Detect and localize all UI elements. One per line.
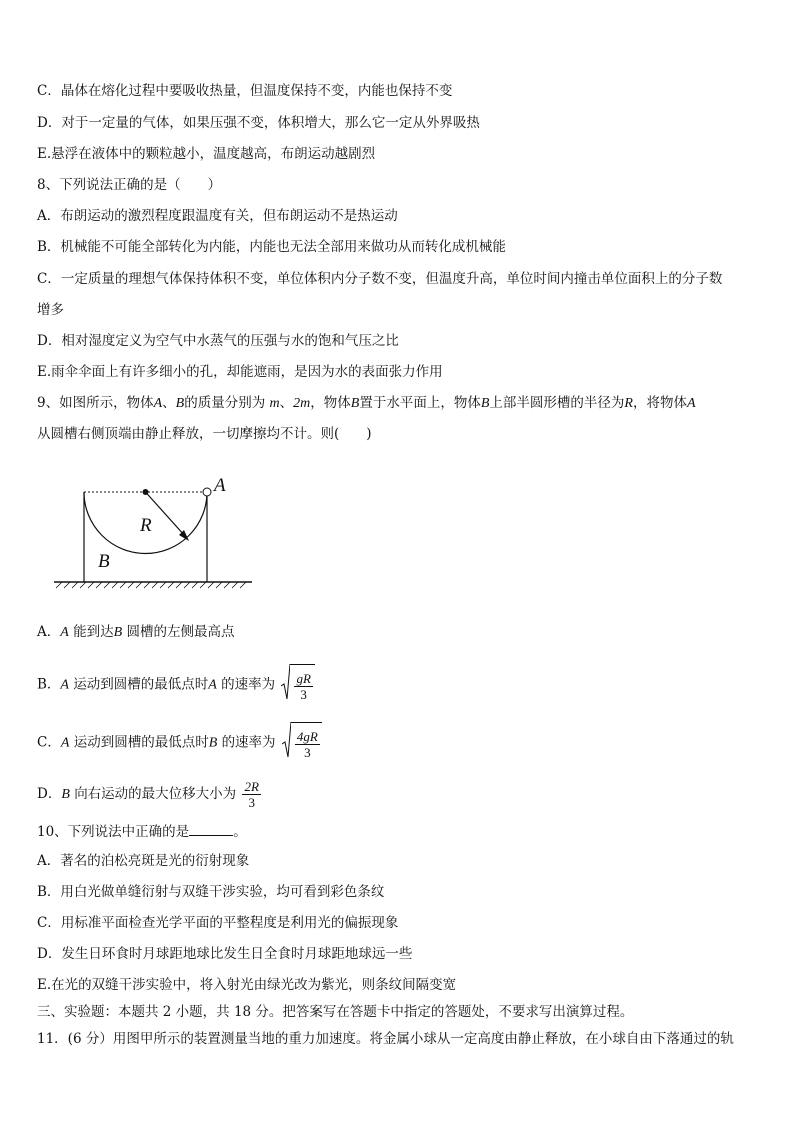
q9-option-d: D．B 向右运动的最大位移大小为 $\frac{2R}{3}$ bbox=[37, 779, 259, 810]
q10-option-d: D．发生日环食时月球距地球比发生日全食时月球距地球远一些 bbox=[37, 946, 413, 962]
object-a-ball bbox=[203, 488, 211, 496]
q9-stem-line1: 9、如图所示，物体A、B的质量分别为 m、2m，物体B置于水平面上，物体B上部半圆形槽的半径为R，将物体A bbox=[37, 395, 696, 411]
q9-option-a: A．A 能到达B 圆槽的左侧最高点 bbox=[37, 624, 235, 640]
q8-option-e: E.雨伞伞面上有许多细小的孔，却能遮雨，是因为水的表面张力作用 bbox=[37, 364, 443, 380]
q9-figure bbox=[52, 474, 262, 598]
q8-option-c-line2: 增多 bbox=[37, 302, 64, 318]
q9-option-c: C．A 运动到圆槽的最低点时B 的速率为 $\frac{4gR}{3}$ bbox=[37, 722, 322, 762]
q11-stem: 11．(6 分）用图甲所示的装置测量当地的重力加速度。将金属小球从一定高度由静止释放，在小球自由下落通过的轨 bbox=[37, 1031, 734, 1047]
label-b: B bbox=[98, 551, 110, 572]
q8-stem: 8、下列说法正确的是（ ） bbox=[37, 177, 222, 193]
q7-option-e: E.悬浮在液体中的颗粒越小，温度越高，布朗运动越剧烈 bbox=[37, 146, 376, 162]
sqrt-expression: $\frac{gR}{3}$ bbox=[281, 664, 314, 706]
q10-option-a: A．著名的泊松亮斑是光的衍射现象 bbox=[37, 853, 250, 869]
q7-option-c: C．晶体在熔化过程中要吸收热量，但温度保持不变，内能也保持不变 bbox=[37, 83, 453, 99]
q9-option-b: B．A 运动到圆槽的最低点时A 的速率为 $\frac{gR}{3}$ bbox=[37, 664, 315, 704]
q10-option-c: C．用标准平面检查光学平面的平整程度是利用光的偏振现象 bbox=[37, 915, 399, 931]
ground-hatching bbox=[56, 582, 246, 588]
section-3-heading: 三、实验题：本题共 2 小题，共 18 分。把答案写在答题卡中指定的答题处，不要求写出演算过程。 bbox=[37, 1004, 634, 1020]
q9-stem-line2: 从圆槽右侧顶端由静止释放，一切摩擦均不计。则( ) bbox=[37, 426, 372, 442]
q7-option-d: D．对于一定量的气体，如果压强不变，体积增大，那么它一定从外界吸热 bbox=[37, 115, 480, 131]
q10-option-e: E.在光的双缝干涉实验中，将入射光由绿光改为紫光，则条纹间隔变宽 bbox=[37, 977, 457, 993]
answer-blank bbox=[189, 823, 233, 836]
label-r: R bbox=[140, 515, 152, 536]
groove-block-diagram bbox=[52, 474, 262, 594]
q8-option-b: B．机械能不可能全部转化为内能，内能也无法全部用来做功从而转化成机械能 bbox=[37, 239, 506, 255]
q10-stem: 10、下列说法中正确的是 。 bbox=[37, 824, 247, 840]
q8-option-a: A．布朗运动的激烈程度跟温度有关，但布朗运动不是热运动 bbox=[37, 208, 398, 224]
sqrt-expression: $\frac{4gR}{3}$ bbox=[282, 722, 322, 764]
fraction: $\frac{2R}{3}$ bbox=[244, 779, 259, 810]
q8-option-c-line1: C．一定质量的理想气体保持体积不变，单位体积内分子数不变，但温度升高，单位时间内撞击单位面积上的分子数 bbox=[37, 271, 723, 287]
q8-option-d: D．相对湿度定义为空气中水蒸气的压强与水的饱和气压之比 bbox=[37, 333, 399, 349]
label-a: A bbox=[214, 475, 226, 496]
q10-option-b: B．用白光做单缝衍射与双缝干涉实验，均可看到彩色条纹 bbox=[37, 884, 385, 900]
